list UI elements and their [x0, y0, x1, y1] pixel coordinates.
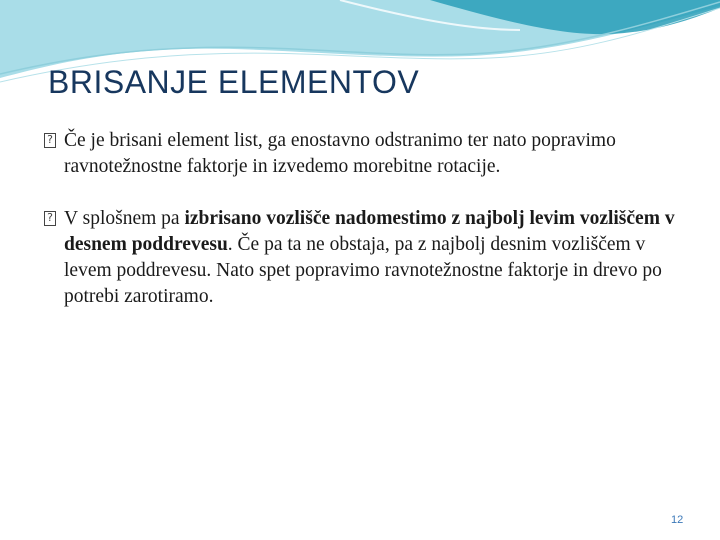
page-number: 12 [671, 514, 684, 526]
slide-body [44, 128, 684, 310]
slide-title: BRISANJE ELEMENTOV [48, 64, 420, 100]
bullet-text: V splošnem pa [64, 208, 185, 229]
bullet-item [44, 206, 684, 310]
bullet-text: Če je brisani element list, ga enostavno odstranimo ter nato popravimo ravnotežnostne faktorje in izvedemo morebitne rotacije. [64, 130, 616, 177]
bullet-text: . Če pa ta ne obstaja, pa z najbolj desnim vozliščem v levem poddrevesu. Nato spet popravimo ravnotežnostne faktorje in drevo po potrebi zarotiramo. [64, 234, 662, 307]
bullet-item [44, 128, 684, 180]
bullet-glyph-icon: ? [44, 133, 56, 148]
bullet-text-bold: izbrisano vozlišče nadomestimo z najbolj levim vozliščem v desnem poddrevesu [64, 208, 675, 255]
bullet-glyph-icon: ? [44, 211, 56, 226]
